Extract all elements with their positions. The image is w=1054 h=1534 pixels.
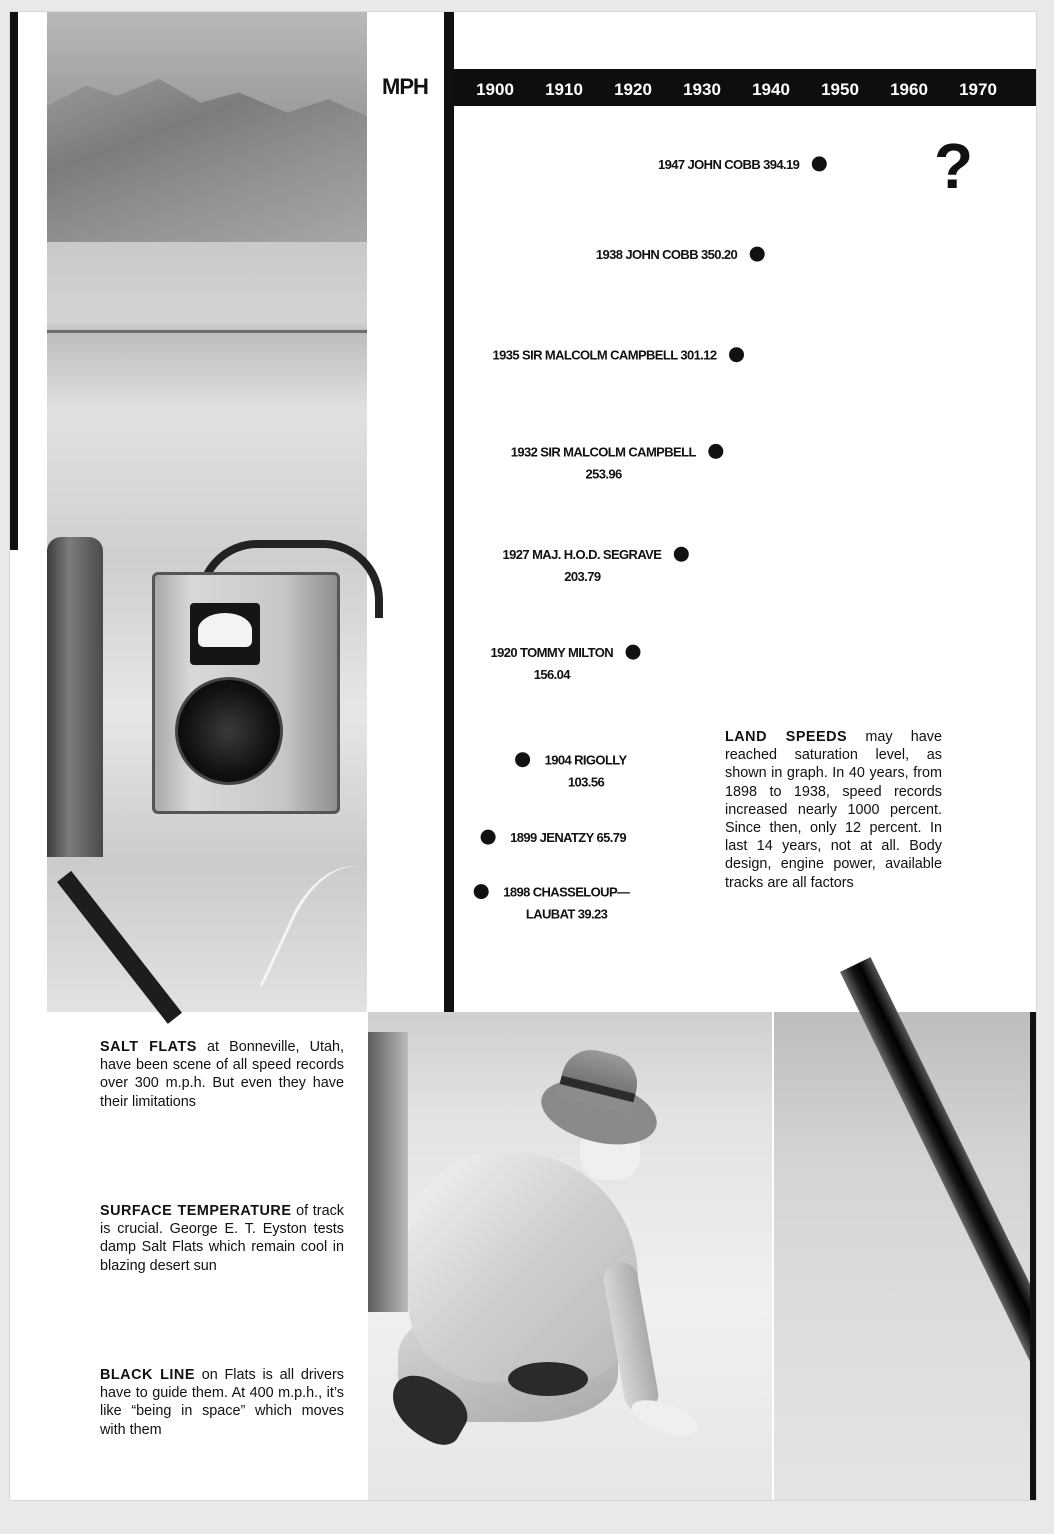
surface-temperature-body: of track is crucial. George E. T. Eyston tests damp Salt Flats which remain cool in blazing desert sun bbox=[100, 1203, 344, 1274]
x-tick-1940: 1940 bbox=[752, 80, 790, 99]
label-1947: 1947 JOHN COBB 394.19 bbox=[657, 156, 800, 172]
x-tick-1950: 1950 bbox=[821, 80, 859, 99]
meter-window bbox=[190, 603, 260, 665]
label-1927: 1927 MAJ. H.O.D. SEGRAVE bbox=[502, 547, 662, 563]
surface-temperature-lead: SURFACE TEMPERATURE bbox=[100, 1203, 292, 1219]
point-1899 bbox=[481, 830, 496, 845]
shadow-shape bbox=[368, 1032, 408, 1312]
point-1904 bbox=[515, 752, 530, 767]
black-line-photo bbox=[774, 1012, 1036, 1500]
x-tick-1930: 1930 bbox=[683, 80, 721, 99]
label-1904: 1904 RIGOLLY bbox=[544, 752, 627, 768]
salt-flats-lead: SALT FLATS bbox=[100, 1039, 197, 1055]
point-1898 bbox=[474, 884, 489, 899]
land-speeds-caption bbox=[725, 728, 942, 892]
x-tick-1920: 1920 bbox=[614, 80, 652, 99]
x-tick-1900: 1900 bbox=[476, 80, 514, 99]
canister-shape bbox=[47, 537, 103, 857]
label-value-1904: 103.56 bbox=[567, 774, 605, 790]
black-line-body: on Flats is all drivers have to guide them. At 400 m.p.h., it’s like “being in space” which moves with them bbox=[100, 1367, 344, 1438]
horizon-line bbox=[47, 330, 367, 333]
year-header-bar bbox=[454, 69, 1036, 106]
point-1927 bbox=[674, 547, 689, 562]
label-1932: 1932 SIR MALCOLM CAMPBELL bbox=[510, 444, 696, 460]
stick-shape bbox=[57, 871, 182, 1024]
man-body bbox=[408, 1152, 638, 1382]
x-tick-1970: 1970 bbox=[959, 80, 997, 99]
point-1920 bbox=[626, 645, 641, 660]
meter-knob bbox=[175, 677, 283, 785]
mountains-shape bbox=[47, 72, 367, 242]
right-edge-rule bbox=[1030, 1012, 1036, 1500]
cable-shape bbox=[260, 849, 408, 1024]
shoe-right bbox=[508, 1362, 588, 1396]
x-tick-1960: 1960 bbox=[890, 80, 928, 99]
axis-rule bbox=[444, 12, 454, 1012]
label-1935: 1935 SIR MALCOLM CAMPBELL 301.12 bbox=[492, 347, 717, 363]
man-hand bbox=[627, 1393, 702, 1443]
salt-flats-photo bbox=[47, 12, 367, 1012]
eyston-photo bbox=[368, 1012, 772, 1500]
x-tick-1910: 1910 bbox=[545, 80, 583, 99]
label-value-1898: LAUBAT 39.23 bbox=[525, 906, 608, 922]
future-marker: ? bbox=[934, 130, 974, 202]
salt-flats-caption bbox=[100, 1038, 344, 1111]
point-1938 bbox=[750, 247, 765, 262]
salt-flats-body: at Bonneville, Utah, have been scene of all speed records over 300 m.p.h. But even they have their limitations bbox=[100, 1039, 345, 1110]
label-1920: 1920 TOMMY MILTON bbox=[490, 645, 613, 661]
black-guide-line bbox=[840, 957, 1036, 1500]
magazine-page bbox=[10, 12, 1036, 1500]
land-speeds-lead: LAND SPEEDS bbox=[725, 729, 848, 745]
label-1938: 1938 JOHN COBB 350.20 bbox=[595, 247, 738, 263]
point-1932 bbox=[708, 444, 723, 459]
label-value-1927: 203.79 bbox=[564, 569, 601, 585]
surface-temperature-caption bbox=[100, 1202, 344, 1275]
label-value-1920: 156.04 bbox=[533, 667, 570, 683]
black-line-caption bbox=[100, 1366, 344, 1439]
label-1899: 1899 JENATZY 65.79 bbox=[510, 830, 627, 846]
land-speeds-body: may have reached saturation level, as shown in graph. In 40 years, from 1898 to 1938, speed records increased nearly 1000 percent. Since then, only 12 percent. In last 14 years, not at all. Body design, engine power, available tracks are all factors bbox=[725, 729, 942, 891]
left-edge-rule bbox=[10, 12, 18, 550]
point-1947 bbox=[812, 156, 827, 171]
y-axis-label: MPH bbox=[382, 74, 428, 99]
black-line-lead: BLACK LINE bbox=[100, 1367, 195, 1383]
point-1935 bbox=[729, 347, 744, 362]
label-value-1932: 253.96 bbox=[585, 466, 622, 482]
meter-dial bbox=[198, 613, 252, 647]
meter-instrument bbox=[152, 572, 340, 814]
label-1898: 1898 CHASSELOUP— bbox=[503, 884, 630, 900]
